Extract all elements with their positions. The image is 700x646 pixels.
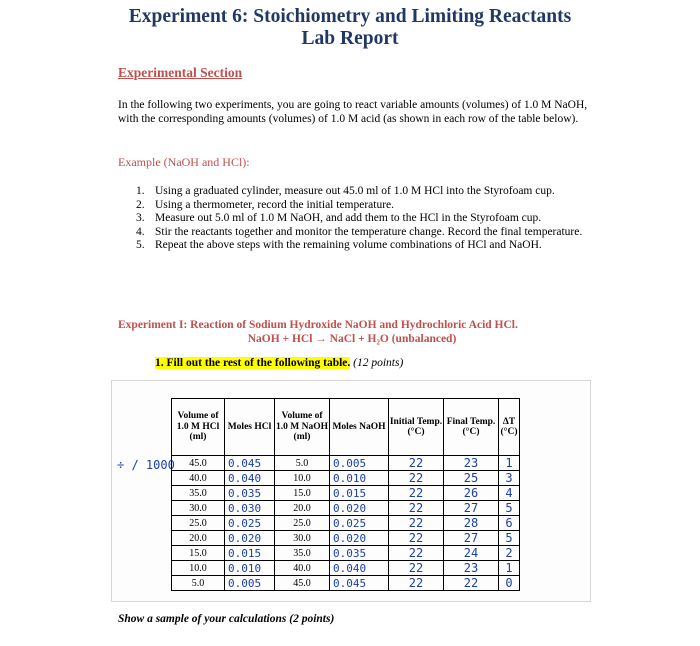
col-header-delta-t: ΔT (°C) — [499, 399, 520, 456]
cell-initial-temp: 22 — [389, 576, 444, 591]
question-text: 1. Fill out the rest of the following table. — [155, 357, 351, 369]
cell-delta-t: 3 — [499, 471, 520, 486]
cell-naoh-volume: 25.0 — [275, 516, 330, 531]
question-points: (12 points) — [353, 357, 404, 369]
cell-final-temp: 23 — [444, 561, 499, 576]
cell-naoh-volume: 45.0 — [275, 576, 330, 591]
cell-delta-t: 5 — [499, 501, 520, 516]
step-number: 5. — [136, 239, 145, 251]
cell-moles-hcl: 0.045 — [225, 456, 275, 471]
step-number: 3. — [136, 212, 145, 224]
page-subtitle: Lab Report — [301, 28, 399, 49]
cell-initial-temp: 22 — [389, 456, 444, 471]
handwritten-margin-note: ÷ / 1000 — [117, 458, 175, 472]
col-header-naoh-volume: Volume of 1.0 M NaOH (ml) — [275, 399, 330, 456]
cell-final-temp: 24 — [444, 546, 499, 561]
cell-initial-temp: 22 — [389, 486, 444, 501]
page-title: Experiment 6: Stoichiometry and Limiting Reactants — [128, 6, 572, 27]
cell-moles-hcl: 0.025 — [225, 516, 275, 531]
cell-final-temp: 22 — [444, 576, 499, 591]
procedure-steps — [136, 185, 592, 253]
step-item — [136, 226, 592, 240]
cell-hcl-volume: 35.0 — [172, 486, 225, 501]
cell-naoh-volume: 15.0 — [275, 486, 330, 501]
step-item — [136, 212, 592, 226]
cell-initial-temp: 22 — [389, 516, 444, 531]
step-item — [136, 199, 592, 213]
table-header-row — [172, 399, 520, 456]
table-row — [172, 501, 520, 516]
table-row — [172, 576, 520, 591]
cell-naoh-volume: 40.0 — [275, 561, 330, 576]
cell-initial-temp: 22 — [389, 546, 444, 561]
step-number: 4. — [136, 225, 145, 238]
cell-moles-naoh: 0.020 — [330, 531, 389, 546]
col-header-hcl-volume: Volume of 1.0 M HCl (ml) — [172, 399, 225, 456]
cell-naoh-volume: 35.0 — [275, 546, 330, 561]
data-table — [171, 398, 520, 591]
step-text: Using a thermometer, record the initial temperature. — [155, 198, 395, 211]
table-row — [172, 546, 520, 561]
cell-final-temp: 23 — [444, 456, 499, 471]
cell-naoh-volume: 10.0 — [275, 471, 330, 486]
cell-hcl-volume: 25.0 — [172, 516, 225, 531]
cell-moles-hcl: 0.010 — [225, 561, 275, 576]
cell-moles-hcl: 0.040 — [225, 471, 275, 486]
section-heading: Experimental Section — [118, 65, 243, 80]
cell-final-temp: 25 — [444, 471, 499, 486]
cell-final-temp: 27 — [444, 531, 499, 546]
cell-moles-hcl: 0.005 — [225, 576, 275, 591]
cell-moles-hcl: 0.035 — [225, 486, 275, 501]
table-row — [172, 561, 520, 576]
cell-delta-t: 2 — [499, 546, 520, 561]
cell-delta-t: 6 — [499, 516, 520, 531]
question-1 — [155, 357, 403, 369]
cell-moles-naoh: 0.010 — [330, 471, 389, 486]
step-text: Using a graduated cylinder, measure out 45.0 ml of 1.0 M HCl into the Styrofoam cup. — [155, 185, 555, 197]
cell-delta-t: 1 — [499, 561, 520, 576]
cell-initial-temp: 22 — [389, 561, 444, 576]
cell-moles-hcl: 0.030 — [225, 501, 275, 516]
sample-calculations-prompt: Show a sample of your calculations (2 points) — [118, 613, 335, 625]
cell-moles-naoh: 0.015 — [330, 486, 389, 501]
cell-moles-naoh: 0.020 — [330, 501, 389, 516]
table-row — [172, 531, 520, 546]
table-row — [172, 486, 520, 501]
example-label: Example (NaOH and HCl): — [118, 155, 250, 169]
cell-final-temp: 28 — [444, 516, 499, 531]
step-number: 1. — [136, 185, 145, 197]
cell-moles-hcl: 0.015 — [225, 546, 275, 561]
cell-delta-t: 5 — [499, 531, 520, 546]
cell-delta-t: 4 — [499, 486, 520, 501]
cell-moles-naoh: 0.035 — [330, 546, 389, 561]
col-header-moles-naoh: Moles NaOH — [330, 399, 389, 456]
step-text: Measure out 5.0 ml of 1.0 M NaOH, and add them to the HCl in the Styrofoam cup. — [155, 212, 542, 224]
data-table-wrap — [171, 398, 520, 591]
table-row — [172, 516, 520, 531]
cell-delta-t: 1 — [499, 456, 520, 471]
table-row — [172, 456, 520, 471]
cell-final-temp: 26 — [444, 486, 499, 501]
cell-naoh-volume: 5.0 — [275, 456, 330, 471]
cell-hcl-volume: 45.0 — [172, 456, 225, 471]
step-item — [136, 239, 592, 253]
cell-initial-temp: 22 — [389, 471, 444, 486]
cell-moles-hcl: 0.020 — [225, 531, 275, 546]
reaction-equation: NaOH + HCl → NaCl + H₂O (unbalanced) — [247, 333, 457, 345]
cell-final-temp: 27 — [444, 501, 499, 516]
step-text: Stir the reactants together and monitor the temperature change. Record the final temperature. — [155, 225, 583, 238]
intro-paragraph: In the following two experiments, you are going to react variable amounts (volumes) of 1.0 M NaOH, with the corresponding amounts (volumes) of 1.0 M acid (as shown in each row of the table below). — [118, 99, 588, 125]
cell-moles-naoh: 0.025 — [330, 516, 389, 531]
col-header-initial-temp: Initial Temp. (°C) — [389, 399, 444, 456]
step-item — [136, 185, 592, 199]
experiment-heading — [118, 318, 588, 346]
step-text: Repeat the above steps with the remaining volume combinations of HCl and NaOH. — [155, 239, 542, 251]
step-number: 2. — [136, 198, 145, 211]
cell-naoh-volume: 20.0 — [275, 501, 330, 516]
cell-moles-naoh: 0.040 — [330, 561, 389, 576]
cell-moles-naoh: 0.045 — [330, 576, 389, 591]
col-header-moles-hcl: Moles HCl — [225, 399, 275, 456]
experiment-title: Experiment I: Reaction of Sodium Hydroxide NaOH and Hydrochloric Acid HCl. — [118, 319, 518, 331]
cell-hcl-volume: 20.0 — [172, 531, 225, 546]
cell-initial-temp: 22 — [389, 501, 444, 516]
cell-naoh-volume: 30.0 — [275, 531, 330, 546]
cell-hcl-volume: 40.0 — [172, 471, 225, 486]
cell-moles-naoh: 0.005 — [330, 456, 389, 471]
cell-hcl-volume: 30.0 — [172, 501, 225, 516]
cell-delta-t: 0 — [499, 576, 520, 591]
cell-hcl-volume: 5.0 — [172, 576, 225, 591]
col-header-final-temp: Final Temp. (°C) — [444, 399, 499, 456]
table-row — [172, 471, 520, 486]
cell-hcl-volume: 15.0 — [172, 546, 225, 561]
cell-initial-temp: 22 — [389, 531, 444, 546]
cell-hcl-volume: 10.0 — [172, 561, 225, 576]
